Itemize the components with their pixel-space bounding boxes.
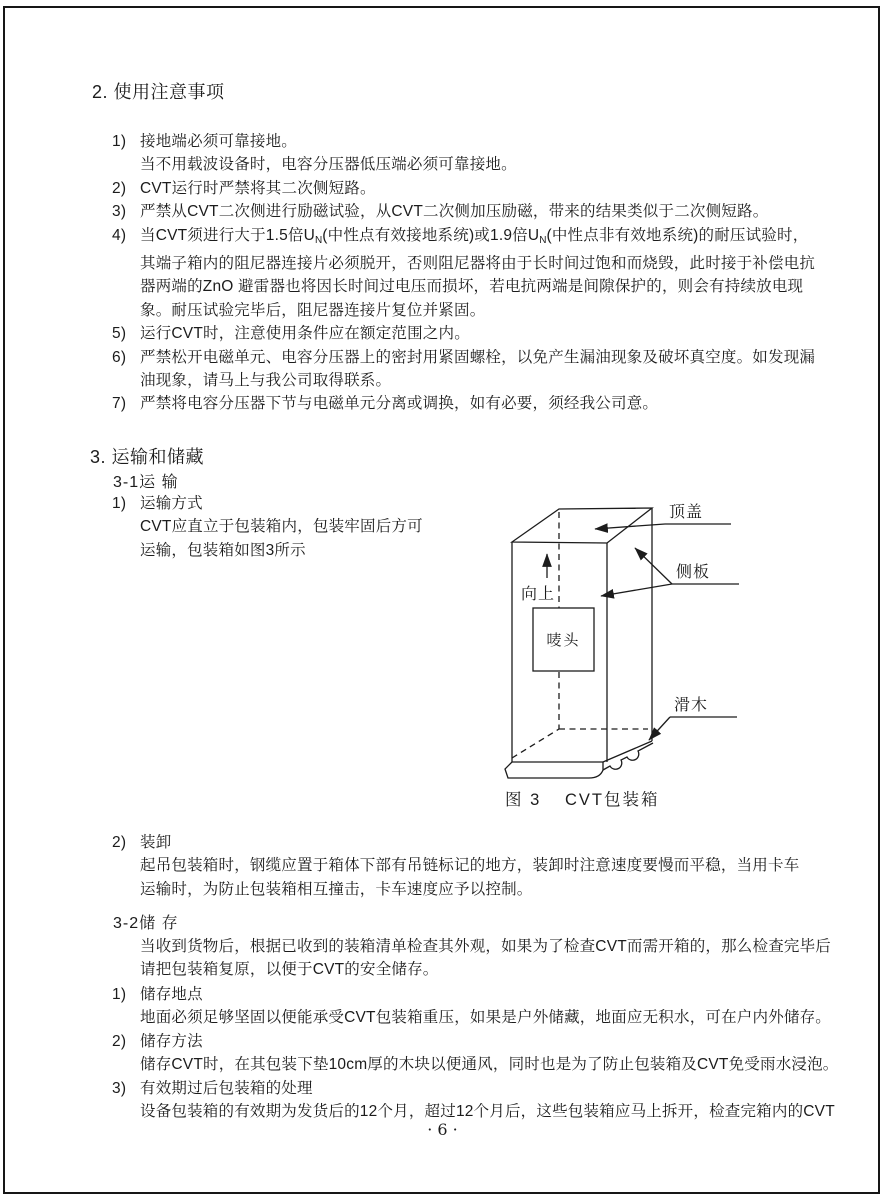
list-item-text: (中性点非有效地系统)的耐压试验时，其端子箱内的阻尼器连接片必须脱开，否则阻尼器将由于长时间过饱和而烧毁，此时接于补偿电抗器两端的ZnO 避雷器也将因长时间过电压而损坏，若电抗两端是间隙保护的，则会有持续放电现象。耐压试验完毕后，阻尼器连接片复位并紧固。 (140, 226, 816, 319)
figure-label-skid: 滑木 (674, 697, 709, 714)
storage-list (112, 983, 842, 1123)
subscript-n: N (539, 234, 547, 246)
list-marker: 2) (112, 1032, 127, 1050)
list-item-text: 当CVT须进行大于1.5倍U (140, 226, 316, 244)
list-item-text: 接地端必须可靠接地。 (140, 133, 298, 150)
page-number: · 6 · (427, 1120, 458, 1139)
packing-box-figure (477, 490, 825, 822)
list-marker: 7) (112, 395, 127, 413)
list-item (112, 983, 842, 1030)
figure-label-upward: 向上 (521, 586, 556, 603)
list-item (112, 130, 820, 177)
list-marker: 1) (112, 986, 127, 1003)
list-marker: 1) (112, 133, 127, 150)
list-item-text: 起吊包装箱时，钢缆应置于箱体下部有吊链标记的地方，装卸时注意速度要慢而平稳，当用卡车运输时，为防止包装箱相互撞击，卡车速度应予以控制。 (140, 857, 800, 898)
section2-list (112, 130, 820, 416)
list-item-title: 装卸 (140, 834, 172, 851)
figure-caption-title: CVT包装箱 (565, 791, 660, 809)
list-item-title: 运输方式 (140, 495, 203, 512)
list-item-text: 运行CVT时，注意使用条件应在额定范围之内。 (140, 325, 470, 343)
section2-title: 2. 使用注意事项 (92, 82, 225, 102)
list-marker: 5) (112, 325, 127, 343)
list-marker: 6) (112, 348, 127, 366)
list-item (112, 177, 820, 200)
list-item (112, 346, 820, 393)
figure-label-top-cover: 顶盖 (669, 504, 704, 521)
list-item-text: 储存CVT时，在其包装下垫10cm厚的木块以便通风，同时也是为了防止包装箱及CVT免受雨水浸泡。 (140, 1056, 839, 1074)
subsection-3-2-heading: 3-2储 存 (113, 915, 179, 932)
list-item (112, 392, 820, 415)
list-item-text: 严禁松开电磁单元、电容分压器上的密封用紧固螺栓，以免产生漏油现象及破坏真空度。如发现漏油现象，请马上与我公司取得联系。 (140, 348, 816, 390)
figure-label-side-panel: 侧板 (676, 564, 711, 581)
list-item-text: 运输，包装箱如图3所示 (140, 541, 306, 559)
list-item-text: 严禁从CVT二次侧进行励磁试验，从CVT二次侧加压励磁，带来的结果类似于二次侧短路。 (140, 203, 769, 221)
list-item-title: 有效期过后包装箱的处理 (140, 1079, 313, 1097)
list-item-text: CVT应直立于包装箱内，包装牢固后方可 (140, 518, 423, 536)
list-item (112, 1077, 842, 1124)
list-item-text: 设备包装箱的有效期为发货后的12个月，超过12个月后，这些包装箱应马上拆开，检查完箱内的CVT (140, 1103, 835, 1121)
list-item-title: 储存地点 (140, 986, 203, 1003)
list-marker: 2) (112, 834, 127, 851)
subscript-n: N (315, 234, 323, 246)
list-item-title: 储存方法 (140, 1032, 203, 1050)
unload-item (112, 831, 814, 901)
list-item-text: 当不用载波设备时，电容分压器低压端必须可靠接地。 (140, 156, 517, 174)
list-marker: 3) (112, 1079, 127, 1097)
list-item (112, 1030, 842, 1077)
figure-caption-number: 图 3 (505, 791, 542, 809)
transport-item (112, 492, 472, 562)
figure-label-shipping-mark: 唛头 (546, 632, 581, 649)
list-item (112, 322, 820, 345)
packing-box-line-art (477, 490, 825, 822)
list-item-text: CVT运行时严禁将其二次侧短路。 (140, 179, 376, 197)
list-marker: 1) (112, 495, 127, 512)
list-marker: 2) (112, 179, 127, 197)
storage-intro: 当收到货物后，根据已收到的装箱清单检查其外观，如果为了检查CVT而需开箱的，那么检查完毕后请把包装箱复原，以便于CVT的安全储存。 (140, 938, 832, 979)
list-item-text: 地面必须足够坚固以便能承受CVT包装箱重压，如果是户外储藏，地面应无积水，可在户内外储存。 (140, 1009, 832, 1027)
list-marker: 4) (112, 226, 127, 244)
list-item-text: 严禁将电容分压器下节与电磁单元分离或调换，如有必要，须经我公司意。 (140, 395, 659, 413)
list-item-text: (中性点有效接地系统)或1.9倍U (322, 226, 540, 244)
subsection-3-1-heading: 3-1运 输 (113, 474, 179, 491)
section3-title: 3. 运输和储藏 (90, 447, 205, 467)
list-item (112, 224, 820, 323)
list-marker: 3) (112, 203, 127, 221)
list-item (112, 200, 820, 223)
